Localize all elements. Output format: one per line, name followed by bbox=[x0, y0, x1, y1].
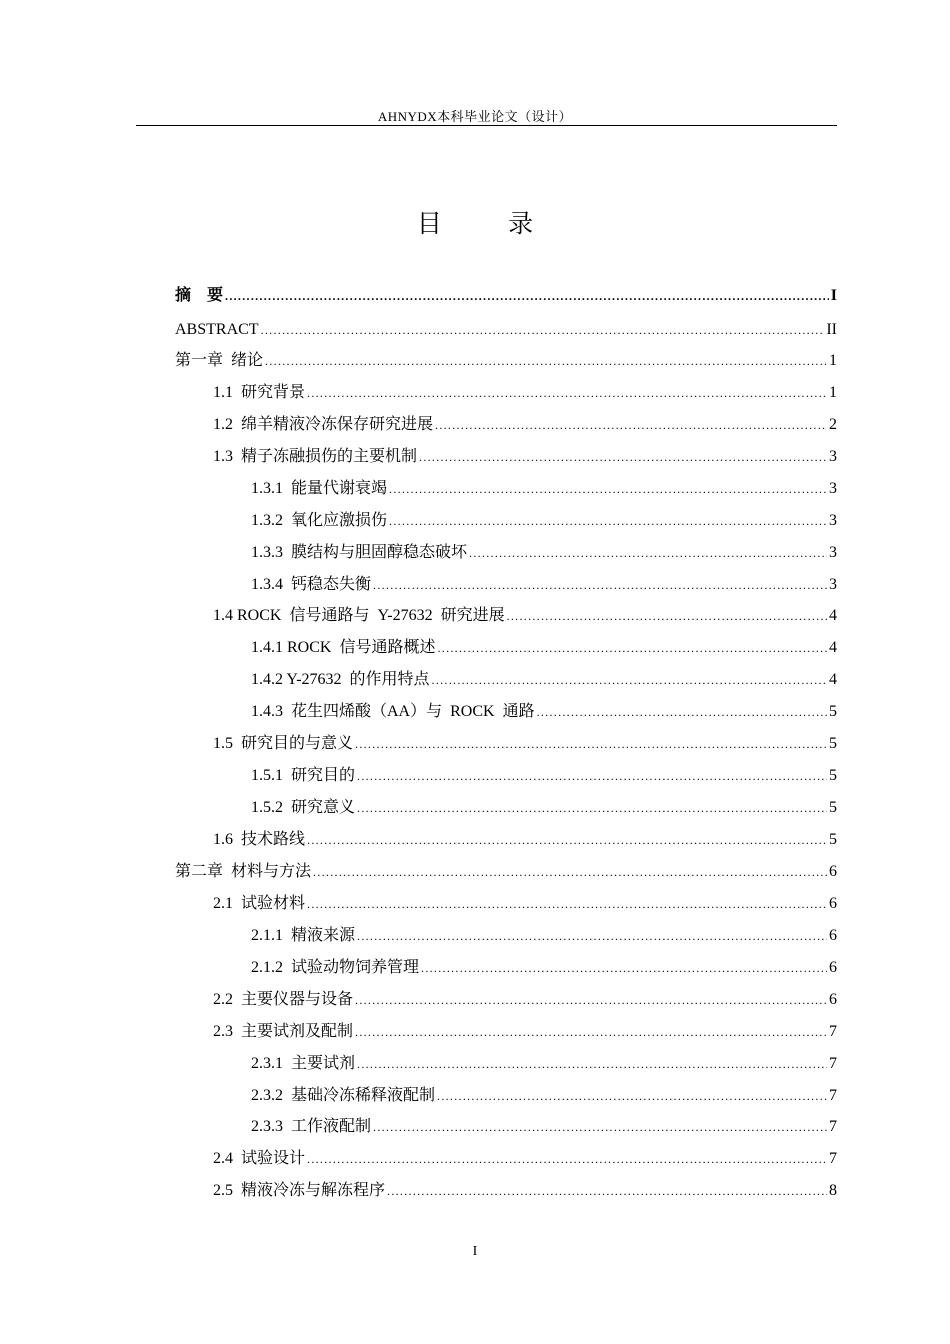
toc-leader-dots bbox=[437, 1083, 827, 1109]
toc-leader-dots bbox=[357, 1051, 827, 1077]
toc-entry-page: 7 bbox=[829, 1150, 837, 1167]
toc-leader-dots bbox=[389, 476, 827, 502]
toc-entry-label: 第一章 绪论 bbox=[175, 352, 264, 369]
toc-leader-dots bbox=[437, 635, 827, 661]
toc-entry[interactable] bbox=[175, 1146, 837, 1172]
toc-entry-label: 2.1.2 试验动物饲养管理 bbox=[251, 959, 420, 976]
toc-leader-dots bbox=[357, 923, 827, 949]
toc-leader-dots bbox=[313, 859, 827, 885]
toc-leader-dots bbox=[469, 540, 827, 566]
toc-entry-label: 1.2 绵羊精液冷冻保存研究进展 bbox=[213, 416, 434, 433]
toc-leader-dots bbox=[307, 891, 827, 917]
toc-entry[interactable] bbox=[175, 283, 837, 309]
toc-entry-label: 1.5 研究目的与意义 bbox=[213, 735, 354, 752]
toc-entry-page: 5 bbox=[829, 703, 837, 720]
toc-leader-dots bbox=[307, 827, 827, 853]
toc-entry-page: 1 bbox=[829, 352, 837, 369]
toc-entry[interactable] bbox=[175, 667, 837, 693]
toc-entry[interactable] bbox=[175, 635, 837, 661]
toc-entry-page: 7 bbox=[829, 1118, 837, 1135]
toc-leader-dots bbox=[307, 1146, 827, 1172]
toc-entry[interactable] bbox=[175, 731, 837, 757]
toc-entry[interactable] bbox=[175, 317, 837, 343]
toc-entry-page: 4 bbox=[829, 607, 837, 624]
toc-entry-page: II bbox=[826, 321, 837, 338]
toc-entry-label: 1.6 技术路线 bbox=[213, 831, 306, 848]
toc-entry-page: 4 bbox=[829, 671, 837, 688]
header-rule bbox=[136, 125, 837, 126]
toc-entry-label: 1.4 ROCK 信号通路与 Y-27632 研究进展 bbox=[213, 607, 505, 624]
toc-leader-dots bbox=[225, 283, 829, 309]
toc-entry-page: 2 bbox=[829, 416, 837, 433]
toc-leader-dots bbox=[265, 348, 827, 374]
toc-leader-dots bbox=[387, 1178, 827, 1204]
toc-entry-page: 5 bbox=[829, 767, 837, 784]
toc-entry-page: I bbox=[830, 287, 837, 304]
toc-entry[interactable] bbox=[175, 923, 837, 949]
toc-leader-dots bbox=[373, 572, 827, 598]
toc-entry[interactable] bbox=[175, 827, 837, 853]
toc-leader-dots bbox=[355, 1019, 827, 1045]
toc-entry-page: 3 bbox=[829, 576, 837, 593]
toc-entry-page: 7 bbox=[829, 1055, 837, 1072]
toc-entry[interactable] bbox=[175, 1051, 837, 1077]
toc-entry[interactable] bbox=[175, 987, 837, 1013]
toc-entry[interactable] bbox=[175, 444, 837, 470]
toc-leader-dots bbox=[537, 699, 827, 725]
toc-entry-page: 6 bbox=[829, 863, 837, 880]
toc-entry[interactable] bbox=[175, 1083, 837, 1109]
toc-entry[interactable] bbox=[175, 603, 837, 629]
toc-entry[interactable] bbox=[175, 508, 837, 534]
toc-entry[interactable] bbox=[175, 348, 837, 374]
page-number: I bbox=[472, 1244, 478, 1259]
toc-entry[interactable] bbox=[175, 1114, 837, 1140]
toc-entry-page: 1 bbox=[829, 384, 837, 401]
toc-entry[interactable] bbox=[175, 955, 837, 981]
toc-leader-dots bbox=[357, 795, 827, 821]
toc-leader-dots bbox=[355, 731, 827, 757]
toc-entry-label: 2.3.3 工作液配制 bbox=[251, 1118, 372, 1135]
toc-entry-page: 6 bbox=[829, 959, 837, 976]
toc-entry-page: 7 bbox=[829, 1087, 837, 1104]
toc-entry-label: 2.3.1 主要试剂 bbox=[251, 1055, 356, 1072]
toc-entry[interactable] bbox=[175, 412, 837, 438]
toc-entry-page: 3 bbox=[829, 544, 837, 561]
toc-entry-label: 1.4.1 ROCK 信号通路概述 bbox=[251, 639, 436, 656]
toc-entry-label: 1.4.2 Y-27632 的作用特点 bbox=[251, 671, 430, 688]
running-header: AHNYDX本科毕业论文（设计） bbox=[377, 109, 573, 124]
toc-leader-dots bbox=[355, 987, 827, 1013]
toc-entry-label: 2.2 主要仪器与设备 bbox=[213, 991, 354, 1008]
toc-entry-page: 3 bbox=[829, 480, 837, 497]
toc-leader-dots bbox=[421, 955, 827, 981]
toc-entry-label: 第二章 材料与方法 bbox=[175, 863, 312, 880]
toc-leader-dots bbox=[435, 412, 827, 438]
toc-leader-dots bbox=[432, 667, 827, 693]
toc-entry[interactable] bbox=[175, 1178, 837, 1204]
toc-leader-dots bbox=[261, 317, 825, 343]
toc-entry-label: 2.1.1 精液来源 bbox=[251, 927, 356, 944]
toc-entry-label: ABSTRACT bbox=[175, 321, 259, 338]
toc-entry-page: 5 bbox=[829, 799, 837, 816]
toc-entry[interactable] bbox=[175, 1019, 837, 1045]
toc-entry-label: 1.3.1 能量代谢衰竭 bbox=[251, 480, 388, 497]
toc-entry-label: 1.4.3 花生四烯酸（AA）与 ROCK 通路 bbox=[251, 703, 535, 720]
toc-entry-page: 4 bbox=[829, 639, 837, 656]
toc-leader-dots bbox=[507, 603, 827, 629]
toc-entry[interactable] bbox=[175, 763, 837, 789]
toc-leader-dots bbox=[307, 380, 827, 406]
toc-entry-page: 6 bbox=[829, 927, 837, 944]
toc-entry-page: 6 bbox=[829, 895, 837, 912]
toc-entry[interactable] bbox=[175, 859, 837, 885]
toc-entry[interactable] bbox=[175, 540, 837, 566]
toc-entry-label: 2.5 精液冷冻与解冻程序 bbox=[213, 1182, 386, 1199]
toc-entry[interactable] bbox=[175, 476, 837, 502]
toc-entry-label: 1.1 研究背景 bbox=[213, 384, 306, 401]
toc-entry-label: 摘 要 bbox=[175, 287, 224, 304]
toc-entry-label: 1.5.2 研究意义 bbox=[251, 799, 356, 816]
toc-leader-dots bbox=[389, 508, 827, 534]
toc-entry-page: 5 bbox=[829, 831, 837, 848]
toc-entry-label: 1.3.2 氧化应激损伤 bbox=[251, 512, 388, 529]
toc-entry-label: 1.3.3 膜结构与胆固醇稳态破坏 bbox=[251, 544, 468, 561]
toc-entry-label: 2.4 试验设计 bbox=[213, 1150, 306, 1167]
toc-title: 目 录 bbox=[416, 211, 564, 238]
toc-entry-label: 1.3 精子冻融损伤的主要机制 bbox=[213, 448, 418, 465]
toc-entry-page: 5 bbox=[829, 735, 837, 752]
toc-entry-page: 3 bbox=[829, 512, 837, 529]
toc-entry-page: 6 bbox=[829, 991, 837, 1008]
toc-entry[interactable] bbox=[175, 795, 837, 821]
toc-leader-dots bbox=[373, 1114, 827, 1140]
toc-leader-dots bbox=[357, 763, 827, 789]
toc-entry-page: 8 bbox=[829, 1182, 837, 1199]
toc-entry-label: 1.5.1 研究目的 bbox=[251, 767, 356, 784]
toc-entry-page: 7 bbox=[829, 1023, 837, 1040]
toc-leader-dots bbox=[419, 444, 827, 470]
toc-entry[interactable] bbox=[175, 891, 837, 917]
toc-entry[interactable] bbox=[175, 699, 837, 725]
toc-entry[interactable] bbox=[175, 380, 837, 406]
toc-entry-label: 1.3.4 钙稳态失衡 bbox=[251, 576, 372, 593]
toc-entry-label: 2.1 试验材料 bbox=[213, 895, 306, 912]
toc-entry-label: 2.3.2 基础冷冻稀释液配制 bbox=[251, 1087, 436, 1104]
toc-entry[interactable] bbox=[175, 572, 837, 598]
toc-entry-page: 3 bbox=[829, 448, 837, 465]
toc-entry-label: 2.3 主要试剂及配制 bbox=[213, 1023, 354, 1040]
